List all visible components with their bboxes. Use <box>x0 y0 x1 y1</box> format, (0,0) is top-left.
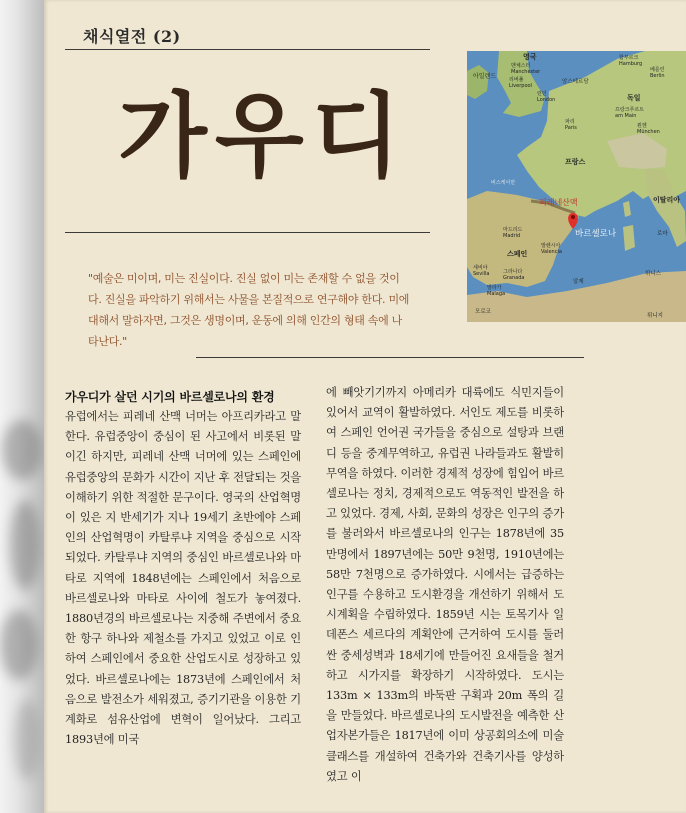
body-column-right <box>326 383 564 787</box>
map-label-germany: 독일 <box>627 94 641 102</box>
map-label-seville: 세비야 Sevilla <box>473 265 490 277</box>
map-label-tunisia: 튀니지 <box>647 313 663 319</box>
body-column-left <box>65 387 301 750</box>
quote-text: "예술은 미이며, 미는 진실이다. 진실 없이 미는 존재할 수 없을 것이다. 진실을 파악하기 위해서는 사물을 본질적으로 연구해야 한다. 미에 대해서 말하자면, 그것은 생명이며, 운동에 의해 인간의 형태 속에 나타난다." <box>88 272 410 348</box>
marble-smudge <box>0 610 38 680</box>
top-rule <box>65 49 430 50</box>
map-label-tunis: 튀니스 <box>645 271 661 277</box>
section-heading: 가우디가 살던 시기의 바르셀로나의 환경 <box>65 390 275 404</box>
map-label-london: 런던 London <box>537 91 556 103</box>
marble-margin <box>0 0 44 813</box>
map-label-amsterdam: 암스테르담 <box>562 79 589 85</box>
map-label-madrid: 마드리드 Madrid <box>503 227 523 239</box>
marble-smudge <box>14 700 40 780</box>
body-paragraph-left: 유럽에서는 피레네 산맥 너머는 아프리카라고 말한다. 유럽중앙이 중심이 된 사고에서 비롯된 말이긴 하지만, 피레네 산맥 너머에 있는 스페인에 유럽중앙의 문화가 시간이 지난 후 전달되는 것을 이해하기 위한 적절한 문구이다. 영국의 산업혁명이 있은 지 반세기가 지나 19세기 초반에야 스페인의 산업혁명이 카탈루냐 지역을 중심으로 시작되었다. 카탈루냐 지역의 중심인 바르셀로나와 마타로 지역에 1848년에는 스페인에서 처음으로 바르셀로나와 마타로 사이에 철도가 놓여졌다. 1880년경의 바르셀로나는 지중해 주변에서 중요한 항구 하나와 제철소를 가지고 있었고 이로 인하여 스페인에서 중요한 산업도시로 성장하고 있었다. 바르셀로나에는 1873년에 스페인에서 처음으로 발전소가 세워졌고, 증기기관을 이용한 기계화로 섬유산업에 변혁이 일어났다. 그리고 1893년에 미국 <box>65 410 301 747</box>
page-title: 가우디 <box>118 82 409 190</box>
title-rule <box>65 232 430 233</box>
map-label-paris: 파리 Paris <box>565 119 577 131</box>
map-label-bay: 비스케이만 <box>491 180 516 186</box>
series-label: 채식열전 (2) <box>83 27 181 46</box>
marble-smudge <box>10 500 40 590</box>
map-label-granada: 그라나다 Granada <box>503 269 525 281</box>
map-label-liverpool: 리버풀 Liverpool <box>509 77 532 89</box>
map-label-hamburg: 함부르크 Hamburg <box>619 55 643 67</box>
map-label-rome: 로마 <box>657 231 668 237</box>
map-label-frankfurt: 프랑크푸르트 am Main <box>615 107 644 119</box>
body-paragraph-right: 에 빼앗기기까지 아메리카 대륙에도 식민지들이 있어서 교역이 활발하였다. 서인도 제도를 비롯하여 스페인 언어권 국가들을 중심으로 설탕과 브랜디 등을 중계무역하고, 유럽권 나라들과도 활발히 무역을 하였다. 이러한 경제적 성장에 힘입어 바르셀로나는 정치, 경제적으로도 역동적인 발전을 하고 있었다. 경제, 사회, 문화의 성장은 인구의 증가를 불러와서 바르셀로나의 인구는 1878년에 35만명에서 1897년에는 50만 9천명, 1910년에는 58만 7천명으로 증가하였다. 시에서는 급증하는 인구를 수용하고 도시환경을 개선하기 위해서 도시계획을 수립하였다. 1859년 시는 토목기사 일데폰스 세르다의 계획안에 근거하여 도시를 둘러싼 중세성벽과 18세기에 만들어진 요새들을 철거하고 시가지를 확장하기 시작하였다. 도시는 133m × 133m의 바둑판 구획과 20m 폭의 길을 만들었다. 바르셀로나의 도시발전을 예측한 산업자본가들은 1817년에 이미 상공회의소에 미술 클래스를 개설하여 건축가와 건축기사를 양성하였고 이 <box>326 386 564 783</box>
map-label-malaga: 말라가 Malaga <box>487 285 506 297</box>
marble-smudge <box>2 420 42 480</box>
map-label-barcelona: 바르셀로나 <box>575 229 617 239</box>
map-label-munich: 뮌헨 München <box>637 123 660 135</box>
map-label-uk: 영국 <box>523 53 537 61</box>
body-rule <box>196 357 584 358</box>
map-label-valencia: 발렌시아 Valencia <box>541 243 562 255</box>
map-label-morocco: 모로코 <box>475 309 491 315</box>
map-label-manchester: 맨체스터 Manchester <box>511 63 541 75</box>
map-label-berlin: 베를린 Berlin <box>650 67 665 79</box>
map-label-italy: 이탈리아 <box>653 196 681 204</box>
map-label-france: 프랑스 <box>565 158 586 166</box>
map-label-pyrenees: 피레네산맥 <box>539 198 578 207</box>
map-label-algiers: 알제 <box>573 279 584 285</box>
map-label-spain: 스페인 <box>507 250 528 258</box>
europe-map <box>467 51 686 322</box>
map-label-ireland: 아일랜드 <box>473 73 497 80</box>
